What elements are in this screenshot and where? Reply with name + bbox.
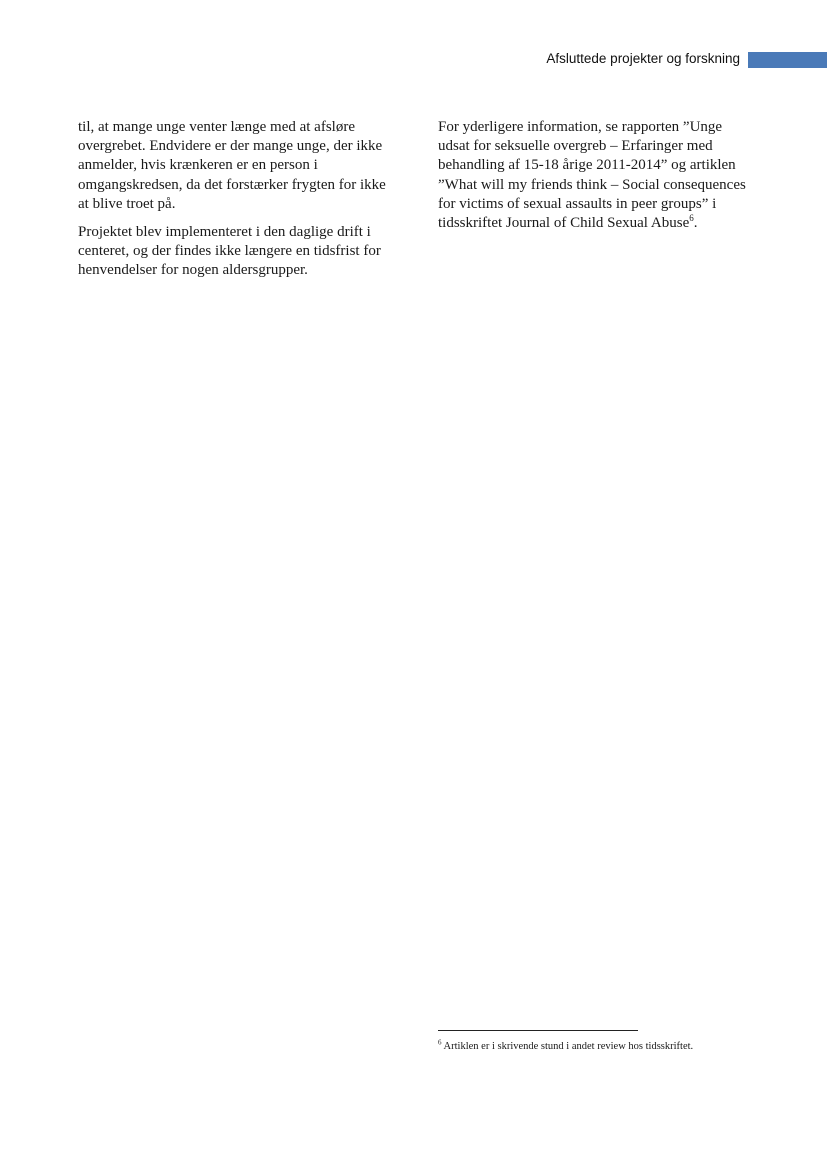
right-column (438, 118, 750, 242)
right-paragraph-1 (438, 118, 750, 233)
header-accent-bar (748, 52, 827, 68)
footnote (438, 1040, 758, 1053)
footnote-reference[interactable]: 6 (689, 213, 694, 224)
footnote-separator (438, 1030, 638, 1031)
right-paragraph-1-end: . (693, 215, 698, 232)
right-paragraph-1-text: For yderligere information, se rapporten ”Unge udsat for seksuelle overgreb – Erfaringer med behandling af 15-18 årige 2011-2014” og artiklen ”What will my friends think – Social consequences for victims of sexual assaults in peer groups” i tidsskriftet Journal of Child Sexual Abuse (438, 119, 746, 232)
left-paragraph-1: til, at mange unge venter længe med at afsløre overgrebet. Endvidere er der mange unge, der ikke anmelder, hvis krænkeren er en person i omgangskredsen, da det forstærker frygten for ikke at blive troet på. (78, 119, 386, 212)
footnote-text: Artiklen er i skrivende stund i andet review hos tidsskriftet. (441, 1041, 694, 1052)
left-column (78, 118, 390, 289)
page-header (0, 49, 827, 71)
left-paragraph-2: Projektet blev implementeret i den daglige drift i centeret, og der findes ikke længere en tidsfrist for henvendelser for nogen aldersgrupper. (78, 223, 381, 278)
section-title: Afsluttede projekter og forskning (546, 51, 740, 66)
footnote-marker: 6 (438, 1038, 442, 1047)
